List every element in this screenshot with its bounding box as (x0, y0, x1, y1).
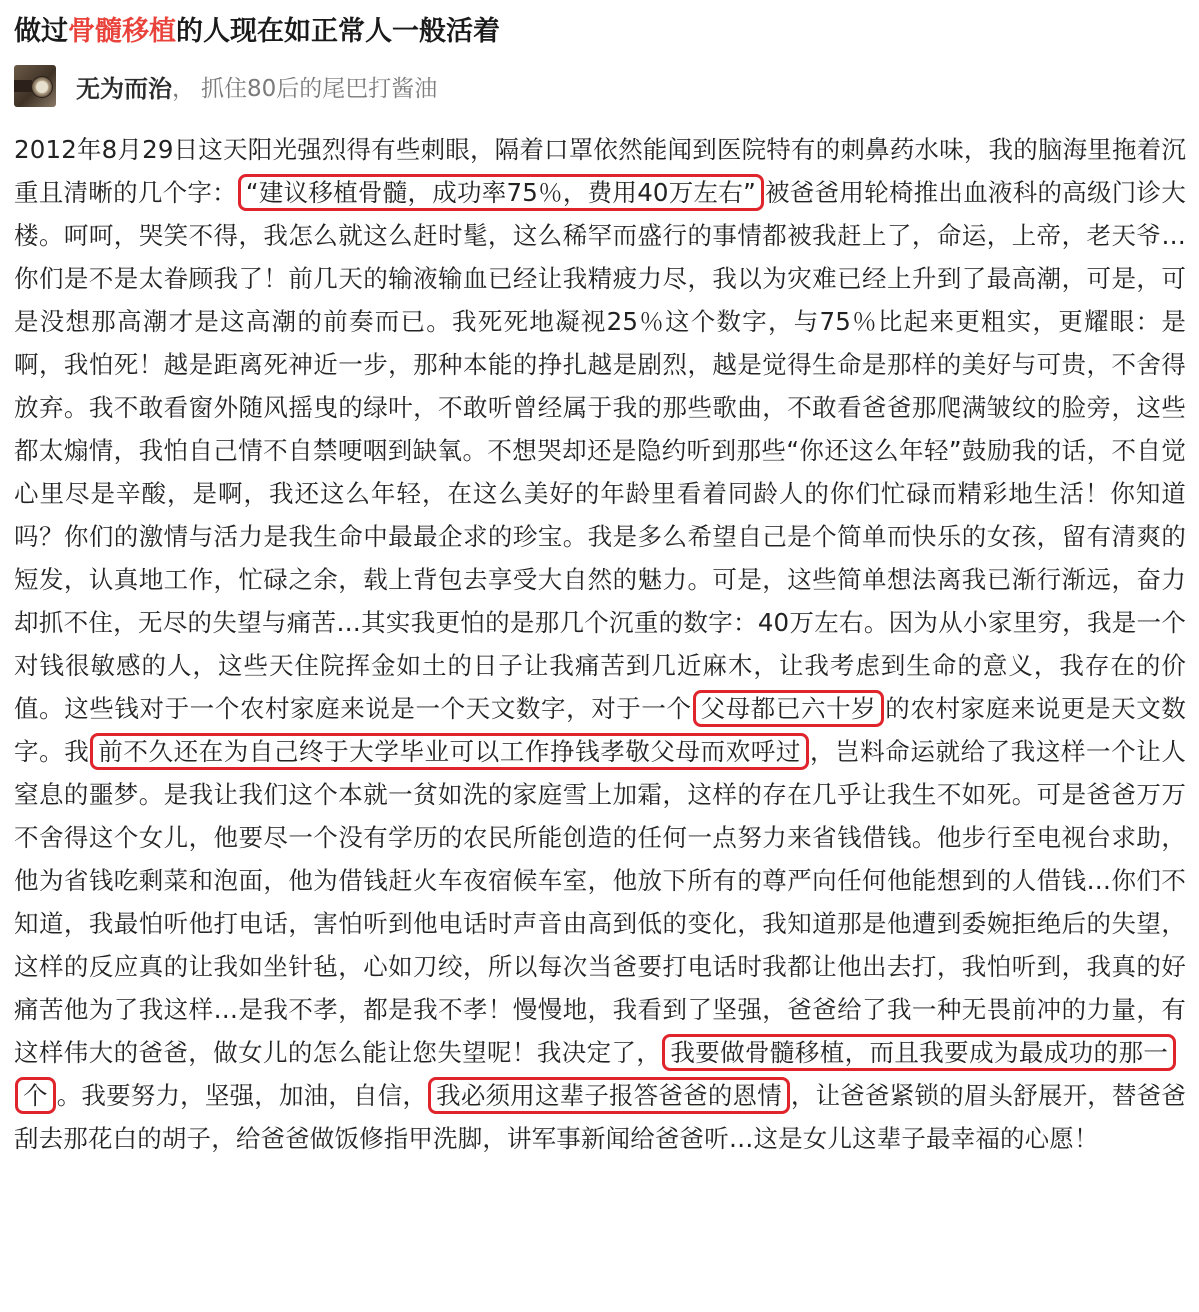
article-text: 被爸爸用轮椅推出血液科的高级门诊大楼。呵呵，哭笑不得，我怎么就这么赶时髦，这么稀罕而盛行的事情都被我赶上了，命运，上帝，老天爷…你们是不是太眷顾我了！前几天的输液输血已经让我精疲力尽，我以为灾难已经上升到了最高潮，可是，可是没想那高潮才是这高潮的前奏而已。我死死地凝视25％这个数字，与75％比起来更粗实，更耀眼：是啊，我怕死！越是距离死神近一步，那种本能的挣扎越是剧烈，越是觉得生命是那样的美好与可贵，不舍得放弃。我不敢看窗外随风摇曳的绿叶，不敢听曾经属于我的那些歌曲，不敢看爸爸那爬满皱纹的脸旁，这些都太煽情，我怕自己情不自禁哽咽到缺氧。不想哭却还是隐约听到那些“你还这么年轻”鼓励我的话，不自觉心里尽是辛酸，是啊，我还这么年轻，在这么美好的年龄里看着同龄人的你们忙碌而精彩地生活！你知道吗？你们的激情与活力是我生命中最最企求的珍宝。我是多么希望自己是个简单而快乐的女孩，留有清爽的短发，认真地工作，忙碌之余，载上背包去享受大自然的魅力。可是，这些简单想法离我已渐行渐远，奋力却抓不住，无尽的失望与痛苦…其实我更怕的是那几个沉重的数字：40万左右。因为从小家里穷，我是一个对钱很敏感的人，这些天住院挥金如土的日子让我痛苦到几近麻木，让我考虑到生命的意义，我存在的价值。这些钱对于一个农村家庭来说是一个天文数字，对于一个 (14, 178, 1186, 723)
watch-avatar-icon[interactable] (14, 65, 56, 107)
avatar-dial (31, 76, 53, 98)
highlight-box-transplant-advice: “建议移植骨髓，成功率75％，费用40万左右” (238, 174, 764, 211)
highlight-box-repay-father: 我必须用这辈子报答爸爸的恩情 (428, 1077, 790, 1114)
article-text: 2012年8月29日这天阳光强烈得有些刺眼，隔着口罩依然能闻到医院特有的刺鼻药水味，我的脑海里拖着沉重且清晰的几个字： (14, 135, 1186, 207)
author-description: 抓住80后的尾巴打酱油 (201, 75, 438, 102)
article-text: 的农村家庭来说更是天文数字。我 (14, 694, 1186, 766)
highlight-box-decision: 我要做骨髓移植，而且我要成为最成功的那一个 (15, 1034, 1176, 1114)
article-body (14, 128, 1186, 1160)
author-row (14, 64, 1184, 108)
title-highlight: 骨髓移植 (68, 16, 176, 47)
highlight-box-graduation: 前不久还在为自己终于大学毕业可以工作挣钱孝敬父母而欢呼过 (90, 733, 809, 770)
author-separator: ， (172, 75, 195, 102)
article-text: ，岂料命运就给了我这样一个让人窒息的噩梦。是我让我们这个本就一贫如洗的家庭雪上加霜，这样的存在几乎让我生不如死。可是爸爸万万不舍得这个女儿，他要尽一个没有学历的农民所能创造的任何一点努力来省钱借钱。他步行至电视台求助，他为省钱吃剩菜和泡面，他为借钱赶火车夜宿候车室，他放下所有的尊严向任何他能想到的人借钱…你们不知道，我最怕听他打电话，害怕听到他电话时声音由高到低的变化，我知道那是他遭到委婉拒绝后的失望，这样的反应真的让我如坐针毡，心如刀绞，所以每次当爸要打电话时我都让他出去打，我怕听到，我真的好痛苦他为了我这样…是我不孝，都是我不孝！慢慢地，我看到了坚强，爸爸给了我一种无畏前冲的力量，有这样伟大的爸爸，做女儿的怎么能让您失望呢！我决定了， (14, 737, 1186, 1067)
title-prefix: 做过 (14, 16, 68, 47)
avatar-strap (14, 80, 32, 92)
highlight-box-parents-age: 父母都已六十岁 (693, 690, 885, 727)
article-paragraph (14, 128, 1186, 1160)
author-name[interactable]: 无为而治 (76, 74, 172, 103)
post-title (14, 10, 1184, 54)
article-text: 。我要努力，坚强，加油，自信， (56, 1081, 428, 1110)
title-suffix: 的人现在如正常人一般活着 (176, 16, 500, 47)
article-text: ，让爸爸紧锁的眉头舒展开，替爸爸刮去那花白的胡子，给爸爸做饭修指甲洗脚，讲军事新闻给爸爸听…这是女儿这辈子最幸福的心愿！ (14, 1081, 1186, 1153)
